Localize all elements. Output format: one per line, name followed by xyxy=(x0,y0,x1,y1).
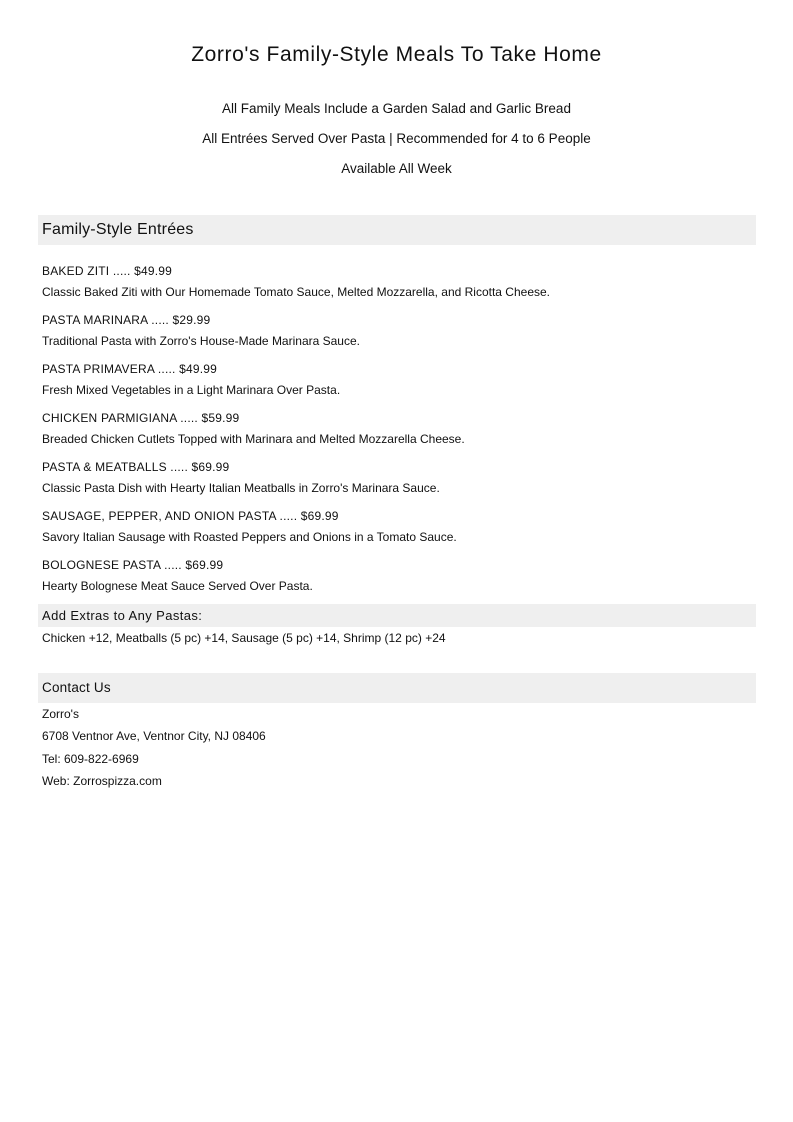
menu-item-description: Breaded Chicken Cutlets Topped with Marinara and Melted Mozzarella Cheese. xyxy=(42,432,465,446)
extras-list: Chicken +12, Meatballs (5 pc) +14, Sausage (5 pc) +14, Shrimp (12 pc) +24 xyxy=(42,631,446,645)
entrees-section-heading: Family-Style Entrées xyxy=(38,215,756,245)
page-title: Zorro's Family-Style Meals To Take Home xyxy=(191,43,602,66)
included-sides-note: All Family Meals Include a Garden Salad and Garlic Bread xyxy=(222,101,571,116)
extras-heading: Add Extras to Any Pastas: xyxy=(38,604,756,627)
menu-item-description: Fresh Mixed Vegetables in a Light Marinara Over Pasta. xyxy=(42,383,341,397)
contact-section-heading: Contact Us xyxy=(38,673,756,703)
menu-item-name: BAKED ZITI ..... $49.99 xyxy=(42,264,172,278)
business-name: Zorro's xyxy=(42,707,79,721)
menu-item-name: SAUSAGE, PEPPER, AND ONION PASTA ..... $69.99 xyxy=(42,509,339,523)
menu-item-name: PASTA & MEATBALLS ..... $69.99 xyxy=(42,460,230,474)
menu-item-description: Classic Pasta Dish with Hearty Italian Meatballs in Zorro's Marinara Sauce. xyxy=(42,481,440,495)
business-address: 6708 Ventnor Ave, Ventnor City, NJ 08406 xyxy=(42,729,266,743)
menu-item-description: Traditional Pasta with Zorro's House-Made Marinara Sauce. xyxy=(42,334,360,348)
menu-item-description: Savory Italian Sausage with Roasted Peppers and Onions in a Tomato Sauce. xyxy=(42,530,457,544)
menu-item-name: BOLOGNESE PASTA ..... $69.99 xyxy=(42,558,224,572)
serving-note: All Entrées Served Over Pasta | Recommended for 4 to 6 People xyxy=(202,131,591,146)
availability-note: Available All Week xyxy=(341,161,452,176)
business-website: Web: Zorrospizza.com xyxy=(42,774,162,788)
business-phone: Tel: 609-822-6969 xyxy=(42,752,139,766)
menu-item-name: PASTA PRIMAVERA ..... $49.99 xyxy=(42,362,218,376)
menu-item-description: Hearty Bolognese Meat Sauce Served Over Pasta. xyxy=(42,579,313,593)
menu-item-name: PASTA MARINARA ..... $29.99 xyxy=(42,313,211,327)
menu-item-name: CHICKEN PARMIGIANA ..... $59.99 xyxy=(42,411,240,425)
menu-item-description: Classic Baked Ziti with Our Homemade Tomato Sauce, Melted Mozzarella, and Ricotta Cheese. xyxy=(42,285,551,299)
